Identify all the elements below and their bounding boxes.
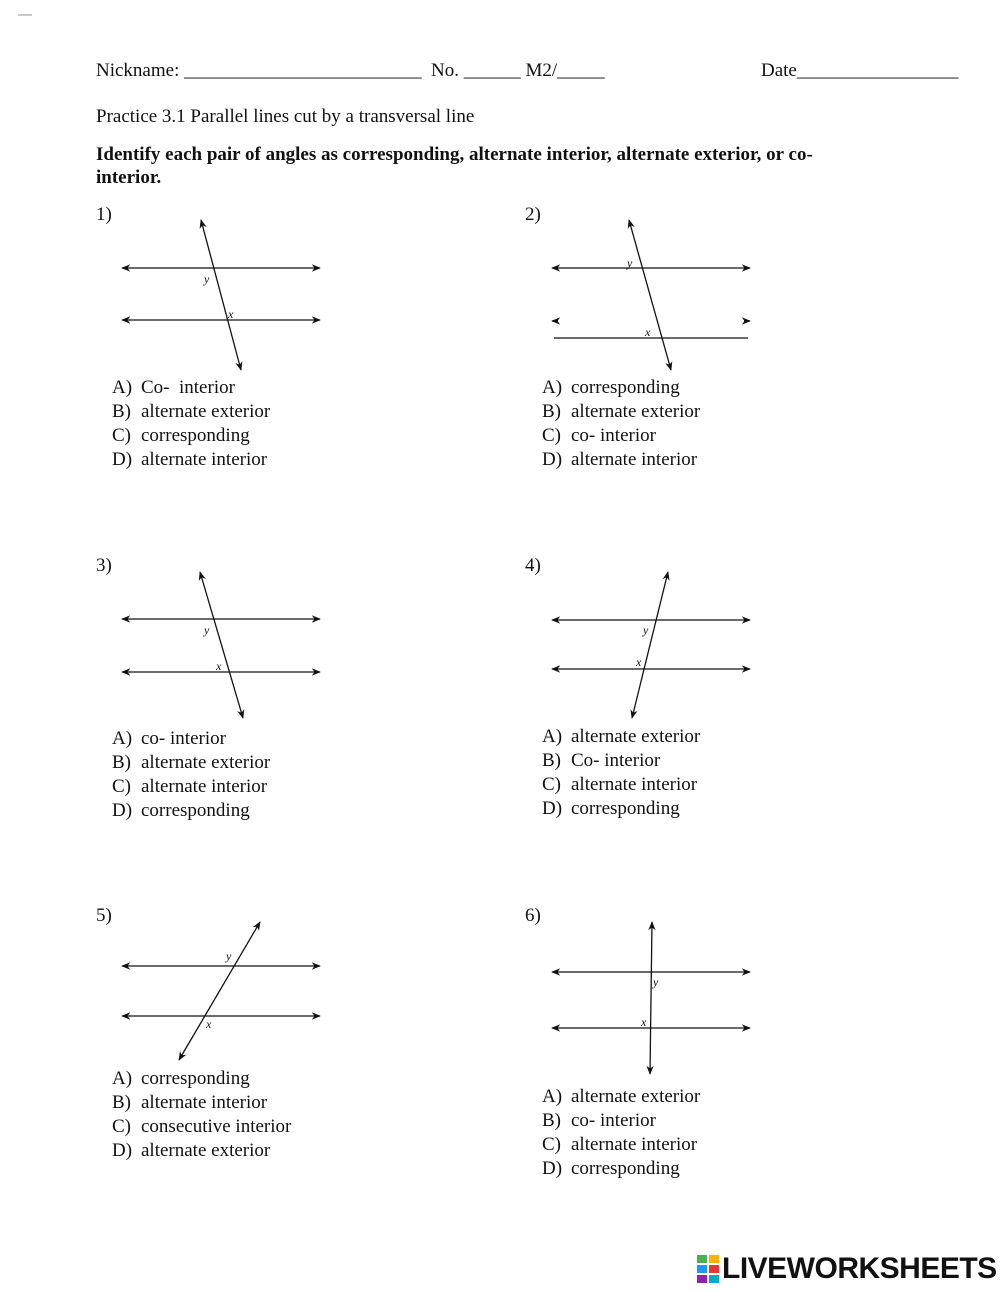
option-d[interactable]: D) corresponding (112, 800, 250, 821)
question-3-number: 3) (96, 555, 112, 576)
logo-blocks-icon (697, 1255, 719, 1283)
option-b[interactable]: B) alternate exterior (542, 401, 701, 422)
question-4-options (542, 725, 700, 821)
question-4-number: 4) (525, 555, 541, 576)
question-5-diagram (110, 912, 330, 1082)
option-c[interactable]: C) co- interior (542, 425, 656, 446)
angle-label-x: x (641, 1015, 647, 1029)
option-d[interactable]: D) alternate interior (542, 449, 698, 470)
option-a[interactable]: A) alternate exterior (542, 1086, 701, 1107)
option-b[interactable]: B) alternate exterior (112, 752, 271, 773)
question-1-options (112, 376, 270, 472)
option-c[interactable]: C) corresponding (112, 425, 250, 446)
question-5-number: 5) (96, 905, 112, 926)
angle-label-y: y (204, 272, 210, 286)
angle-label-y: y (653, 975, 659, 989)
date-field[interactable]: Date_________________ (761, 60, 959, 81)
question-6-options (542, 1085, 700, 1181)
question-5-options (112, 1067, 291, 1163)
question-2-number: 2) (525, 204, 541, 225)
option-d[interactable]: D) corresponding (542, 1158, 680, 1179)
option-c[interactable]: C) alternate interior (542, 1134, 698, 1155)
option-a[interactable]: A) alternate exterior (542, 726, 701, 747)
question-2-options (542, 376, 700, 472)
option-c[interactable]: C) alternate interior (542, 774, 698, 795)
option-b[interactable]: B) alternate interior (112, 1092, 268, 1113)
transversal-line (201, 220, 241, 370)
question-2-diagram (540, 210, 760, 380)
question-1-number: 1) (96, 204, 112, 225)
question-4-diagram (540, 562, 760, 732)
option-c[interactable]: C) alternate interior (112, 776, 268, 797)
page-title: Practice 3.1 Parallel lines cut by a transversal line (96, 106, 475, 127)
option-b[interactable]: B) co- interior (542, 1110, 656, 1131)
question-3-diagram (110, 562, 330, 732)
question-6-number: 6) (525, 905, 541, 926)
angle-label-x: x (636, 655, 642, 669)
transversal-line (650, 922, 652, 1074)
liveworksheets-logo (697, 1252, 997, 1286)
option-a[interactable]: A) Co- interior (112, 377, 235, 398)
angle-label-y: y (627, 256, 633, 270)
angle-label-y: y (643, 623, 649, 637)
transversal-line (629, 220, 671, 370)
angle-label-y: y (204, 623, 210, 637)
corner-mark (18, 14, 32, 16)
option-a[interactable]: A) corresponding (112, 1068, 250, 1089)
nickname-field[interactable]: Nickname: _________________________ (96, 60, 422, 81)
question-1-diagram (110, 210, 330, 380)
angle-label-x: x (206, 1017, 212, 1031)
angle-label-x: x (216, 659, 222, 673)
question-6-diagram (540, 912, 760, 1082)
transversal-line (200, 572, 243, 718)
option-b[interactable]: B) Co- interior (542, 750, 661, 771)
question-3-options (112, 727, 270, 823)
angle-label-y: y (226, 949, 232, 963)
option-c[interactable]: C) consecutive interior (112, 1116, 292, 1137)
instructions: Identify each pair of angles as corresponding, alternate interior, alternate exterior, or co- interior. (96, 144, 813, 188)
angle-label-x: x (645, 325, 651, 339)
option-d[interactable]: D) corresponding (542, 798, 680, 819)
logo-text: LIVEWORKSHEETS (722, 1252, 997, 1285)
option-a[interactable]: A) co- interior (112, 728, 226, 749)
transversal-line (179, 922, 260, 1060)
option-d[interactable]: D) alternate interior (112, 449, 268, 470)
angle-label-x: x (228, 307, 234, 321)
option-b[interactable]: B) alternate exterior (112, 401, 271, 422)
option-d[interactable]: D) alternate exterior (112, 1140, 271, 1161)
transversal-line (632, 572, 668, 718)
option-a[interactable]: A) corresponding (542, 377, 680, 398)
number-field[interactable]: No. ______ M2/_____ (431, 60, 605, 81)
